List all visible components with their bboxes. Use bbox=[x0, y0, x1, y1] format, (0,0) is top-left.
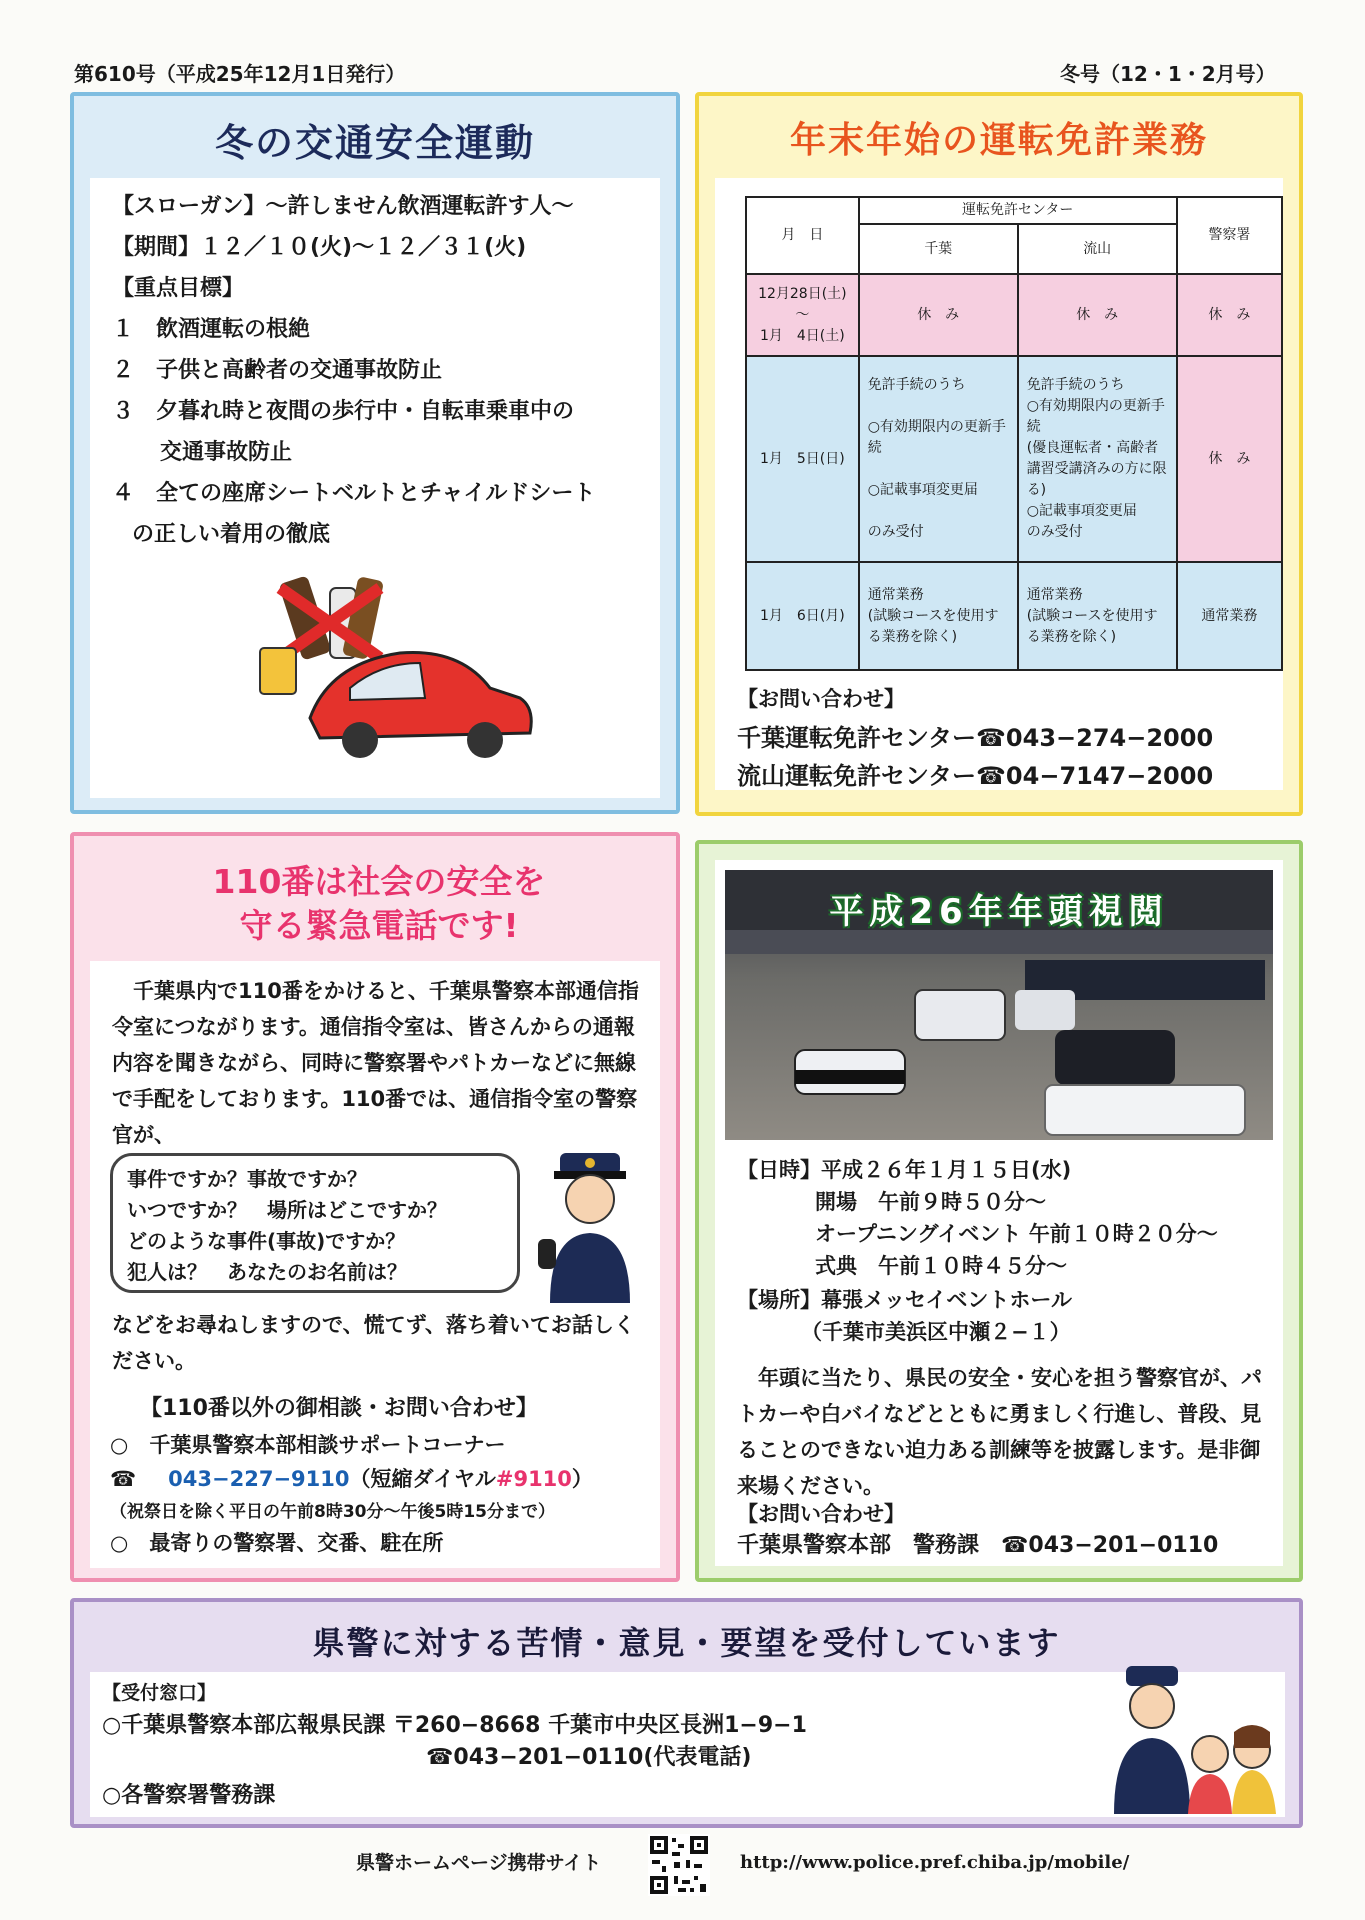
ceremony-rite-time: 式典 午前１０時４５分～ bbox=[815, 1254, 1067, 1278]
goals-heading: 【重点目標】 bbox=[112, 276, 245, 301]
cell-line: ○記載事項変更届 bbox=[1026, 503, 1137, 519]
consult-support-corner: ○ 千葉県警察本部相談サポートコーナー bbox=[110, 1433, 506, 1457]
cell-line: (優良運転者・高齢者講習受講済みの方に限る) bbox=[1026, 440, 1167, 498]
consult-hours: （祝祭日を除く平日の午前8時30分～午後5時15分まで） bbox=[110, 1502, 555, 1522]
cell-line: ○有効期限内の更新手続 bbox=[1026, 398, 1165, 435]
shortdial-close: ） bbox=[571, 1467, 593, 1491]
cell-line: 通常業務 bbox=[867, 586, 924, 603]
cell-line: ○記載事項変更届 bbox=[867, 482, 978, 498]
date-start: 12月28日(土) bbox=[758, 285, 847, 302]
season-label: 冬号（12・1・2月号） bbox=[1060, 62, 1276, 86]
ceremony-contact-heading: 【お問い合わせ】 bbox=[737, 1502, 905, 1526]
consult-nearest-station: ○ 最寄りの警察署、交番、駐在所 bbox=[110, 1531, 444, 1555]
emergency-paragraph2: などをお尋ねしますので、慌てず、落ち着いてお話しください。 bbox=[112, 1313, 635, 1373]
license-panel bbox=[695, 92, 1303, 816]
th-chiba: 千葉 bbox=[859, 224, 1018, 274]
cell-closed: 休 み bbox=[1018, 274, 1177, 356]
drunk-driving-car-illustration bbox=[250, 568, 570, 768]
emergency-title-line2: 守る緊急電話です! bbox=[239, 906, 519, 945]
cell-jan6-chiba bbox=[859, 562, 1018, 670]
emergency-paragraph1: 千葉県内で110番をかけると、千葉県警察本部通信指令室につながります。通信指令室は、皆さんからの通報内容を聞きながら、同時に警察署やパトカーなどに無線で手配をしております。110番では、通信指令室の警察官が、 bbox=[112, 979, 639, 1147]
phone-icon: ☎ bbox=[110, 1467, 137, 1491]
new-year-review-panel bbox=[695, 840, 1303, 1582]
mobile-site-label: 県警ホームページ携帯サイト bbox=[356, 1852, 602, 1874]
cell-closed: 休 み bbox=[859, 274, 1018, 356]
license-contact-heading: 【お問い合わせ】 bbox=[737, 687, 905, 711]
photo-title: 平成26年年頭視閲 bbox=[829, 892, 1169, 932]
goal-item: １ 飲酒運転の根絶 bbox=[112, 317, 311, 342]
ceremony-photo bbox=[725, 870, 1273, 1140]
complaint-phone: ☎043−201−0110(代表電話) bbox=[426, 1745, 752, 1770]
cell-normal: 通常業務 bbox=[1177, 562, 1282, 670]
issue-number: 第610号（平成25年12月1日発行） bbox=[74, 62, 406, 86]
goal-item: ４ 全ての座席シートベルトとチャイルドシート bbox=[112, 481, 596, 506]
consult-phone-line bbox=[110, 1463, 593, 1493]
emergency-110-panel bbox=[70, 832, 680, 1582]
cell-line: のみ受付 bbox=[867, 524, 924, 540]
complaint-panel bbox=[70, 1598, 1303, 1828]
cell-jan5-nagareyama bbox=[1018, 356, 1177, 562]
period: 【期間】１２／１０(火)～１２／３１(火) bbox=[112, 235, 527, 260]
ceremony-open-time: 開場 午前９時５０分～ bbox=[815, 1190, 1046, 1214]
bubble-line: 犯人は？ あなたのお名前は？ bbox=[127, 1260, 407, 1284]
th-nagareyama: 流山 bbox=[1018, 224, 1177, 274]
complaint-title: 県警に対する苦情・意見・要望を受付しています bbox=[312, 1624, 1061, 1662]
police-officer-and-children-illustration bbox=[1100, 1658, 1280, 1814]
cell-line: のみ受付 bbox=[1026, 524, 1083, 540]
question-speech-bubble bbox=[110, 1153, 520, 1293]
cell-closed: 休 み bbox=[1177, 274, 1282, 356]
ceremony-content bbox=[715, 860, 1283, 1566]
bubble-line: 事件ですか？事故ですか？ bbox=[127, 1167, 367, 1191]
police-officer-phone-illustration bbox=[530, 1143, 650, 1303]
row-holiday-date bbox=[746, 274, 859, 356]
cell-line: 免許手続のうち bbox=[1026, 377, 1125, 393]
ceremony-date-line: 【日時】平成２６年１月１５日(水) bbox=[737, 1158, 1072, 1182]
ceremony-place-address: （千葉市美浜区中瀬２−１） bbox=[801, 1320, 1071, 1344]
emergency-content bbox=[90, 961, 660, 1568]
mobile-site-url[interactable]: http://www.police.pref.chiba.jp/mobile/ bbox=[740, 1852, 1130, 1873]
complaint-window-heading: 【受付窓口】 bbox=[102, 1682, 217, 1704]
cell-closed: 休 み bbox=[1177, 356, 1282, 562]
contact-chiba-center: 千葉運転免許センター☎043−274−2000 bbox=[737, 724, 1214, 752]
emergency-title-line1: 110番は社会の安全を bbox=[212, 862, 546, 901]
th-center: 運転免許センター bbox=[859, 197, 1177, 224]
ceremony-place-line: 【場所】幕張メッセイベントホール bbox=[737, 1288, 1072, 1312]
complaint-content bbox=[90, 1672, 1285, 1817]
cell-line: (試験コースを使用する業務を除く) bbox=[867, 607, 999, 645]
bubble-line: いつですか？ 場所はどこですか？ bbox=[127, 1198, 447, 1222]
ceremony-event-time: オープニングイベント 午前１０時２０分～ bbox=[815, 1222, 1218, 1246]
license-schedule-table bbox=[745, 196, 1283, 671]
cell-line: 免許手続のうち bbox=[867, 377, 966, 393]
traffic-safety-panel bbox=[70, 92, 680, 814]
th-police: 警察署 bbox=[1177, 197, 1282, 274]
slogan: 【スローガン】～許しません飲酒運転許す人～ bbox=[112, 194, 574, 219]
complaint-station-division: ○各警察署警務課 bbox=[102, 1783, 276, 1808]
cell-line: 通常業務 bbox=[1026, 586, 1083, 603]
ceremony-description: 年頭に当たり、県民の安全・安心を担う警察官が、パトカーや白バイなどとともに勇ましく行進し、普段、見ることのできない迫力ある訓練等を披露します。是非御来場ください。 bbox=[737, 1366, 1262, 1498]
th-date: 月 日 bbox=[746, 197, 859, 274]
complaint-pr-division: ○千葉県警察本部広報県民課 〒260−8668 千葉市中央区長洲1−9−1 bbox=[102, 1713, 807, 1738]
goal-item: ２ 子供と高齢者の交通事故防止 bbox=[112, 358, 443, 383]
goal-item: ３ 夕暮れ時と夜間の歩行中・自転車乗車中の bbox=[112, 399, 575, 424]
shortdial-number[interactable]: #9110 bbox=[495, 1467, 572, 1491]
traffic-content bbox=[90, 178, 660, 798]
date-end: 1月 4日(土) bbox=[759, 327, 845, 344]
cell-jan6-nagareyama bbox=[1018, 562, 1177, 670]
contact-nagareyama-center: 流山運転免許センター☎04−7147−2000 bbox=[737, 762, 1214, 790]
license-title: 年末年始の運転免許業務 bbox=[789, 120, 1208, 161]
consult-phone-number[interactable]: 043−227−9110 bbox=[168, 1467, 350, 1491]
row-jan6-date: 1月 6日(月) bbox=[746, 562, 859, 670]
ceremony-contact: 千葉県警察本部 警務課 ☎043−201−0110 bbox=[737, 1533, 1219, 1558]
qr-code-icon[interactable] bbox=[648, 1834, 710, 1896]
bubble-line: どのような事件(事故)ですか？ bbox=[127, 1229, 406, 1253]
row-jan5-date: 1月 5日(日) bbox=[746, 356, 859, 562]
date-range-mark: ～ bbox=[795, 306, 810, 323]
cell-line: (試験コースを使用する業務を除く) bbox=[1026, 607, 1158, 645]
consult-heading: 【110番以外の御相談・お問い合わせ】 bbox=[140, 1396, 538, 1421]
goal-item: の正しい着用の徹底 bbox=[132, 522, 331, 547]
shortdial-label: （短縮ダイヤル bbox=[349, 1467, 496, 1491]
goal-item: 交通事故防止 bbox=[160, 440, 293, 465]
license-content bbox=[715, 178, 1283, 790]
cell-line: ○有効期限内の更新手続 bbox=[867, 419, 1006, 456]
cell-jan5-chiba bbox=[859, 356, 1018, 562]
traffic-title: 冬の交通安全運動 bbox=[214, 121, 535, 165]
